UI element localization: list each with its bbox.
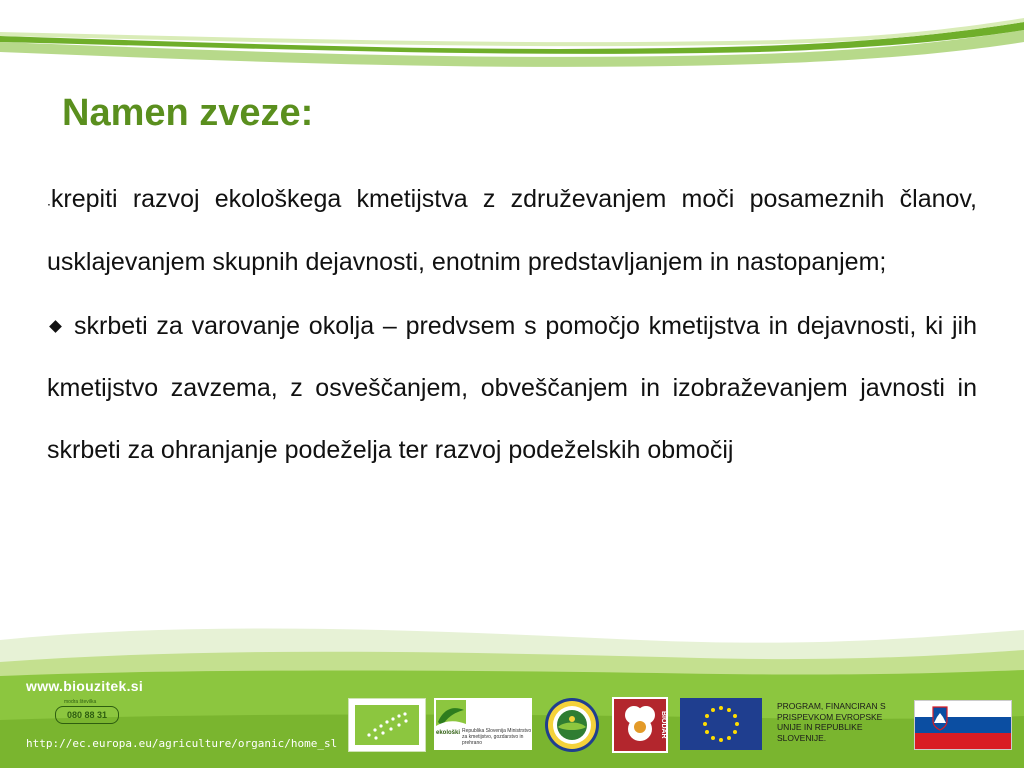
eu-organic-link[interactable]: http://ec.europa.eu/agriculture/organic/home_sl	[26, 737, 338, 750]
eu-organic-leaf-icon	[349, 699, 425, 751]
paragraph-2-text: skrbeti za varovanje okolja – predvsem s pomočjo kmetijstva in dejavnosti, ki jih kmetijstvo zavzema, z osveščanjem, obveščanjem in izobraževanjem javnosti in skrbeti za ohranjanje podeželja ter razvoj podeželskih območij	[47, 312, 977, 465]
paragraph-1-text: krepiti razvoj ekološkega kmetijstva z združevanjem moči posameznih članov, usklajevanjem skupnih dejavnosti, enotnim predstavljanjem in nastopanjem;	[47, 185, 977, 277]
purpose-paragraph-2	[47, 295, 977, 481]
eu-organic-leaf-logo	[348, 698, 426, 752]
ekoloski-logo	[434, 698, 532, 750]
ekoloski-leaf-icon	[436, 700, 466, 730]
eu-flag	[680, 698, 762, 750]
seal-icon	[544, 697, 600, 753]
ekoloski-label: ekološki	[436, 730, 461, 736]
slovenia-flag	[914, 700, 1012, 750]
hotline-label: modra številka	[64, 699, 97, 705]
biodar-label: BIODAR	[660, 711, 667, 739]
diamond-bullet-icon	[49, 320, 62, 333]
program-funding-text: PROGRAM, FINANCIRAN S PRISPEVKOM EVROPSKE UNIJE IN REPUBLIKE SLOVENIJE.	[777, 701, 886, 743]
ministry-label: Republika Slovenija Ministrstvo za kmetijstvo, gozdarstvo in prehrano	[462, 728, 532, 746]
slide-title: Namen zveze:	[62, 92, 314, 134]
top-swoosh-decoration	[0, 0, 1024, 90]
slide-body	[47, 168, 977, 483]
biodar-logo	[612, 697, 668, 753]
hotline-number: 080 88 31	[55, 706, 119, 724]
purpose-paragraph-1	[47, 168, 977, 293]
eu-stars-icon	[680, 698, 762, 750]
dot-bullet: .	[47, 192, 51, 209]
slovenia-flag-icon	[915, 701, 1011, 749]
organic-seal-logo	[544, 697, 600, 753]
website-link[interactable]: www.biouzitek.si	[26, 678, 144, 694]
